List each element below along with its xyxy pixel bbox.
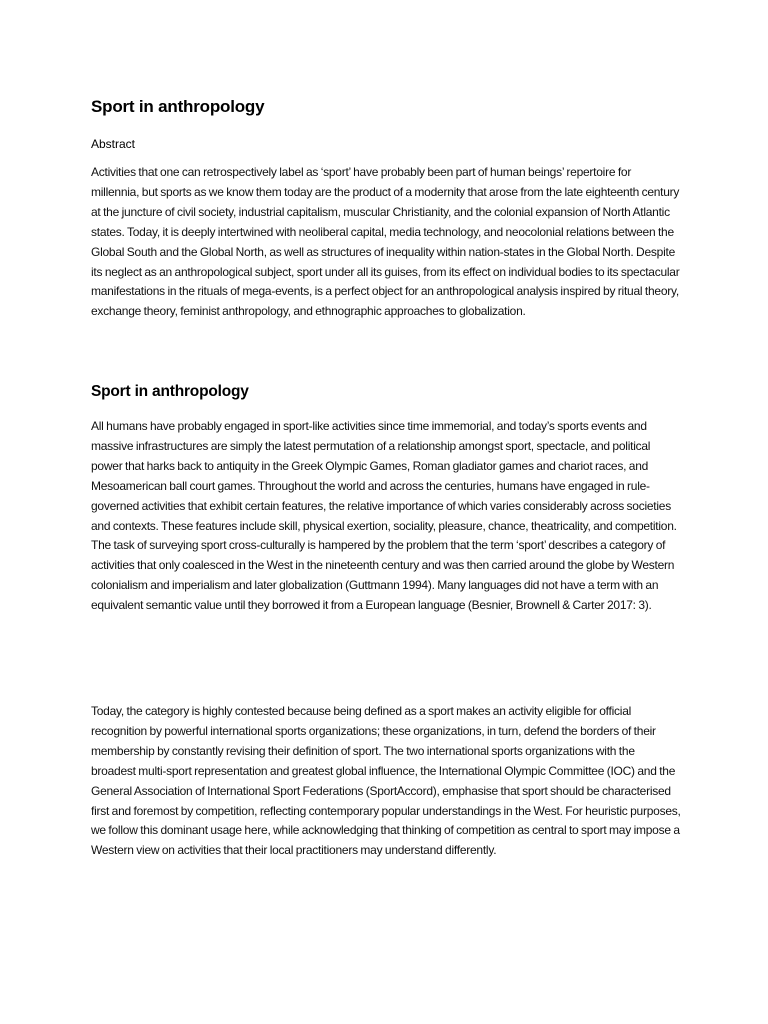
abstract-label: Abstract bbox=[91, 137, 136, 151]
body-paragraph: All humans have probably engaged in sport-like activities since time immemorial, and today’s sports events and massive infrastructures are simply the latest permutation of a relationship amongst sport, spectacle, and political power that harks back to antiquity in the Greek Olympic Games, Roman gladiator games and chariot races, and Mesoamerican ball court games. Throughout the world and across the centuries, humans have engaged in rule-governed activities that exhibit certain features, the relative importance of which varies considerably across societies and contexts. These features include skill, physical exertion, sociality, pleasure, chance, theatricality, and competition. The task of surveying sport cross-culturally is hampered by the problem that the term ‘sport’ describes a category of activities that only coalesced in the West in the nineteenth century and was then carried around the globe by Western colonialism and imperialism and later globalization (Guttmann 1994). Many languages did not have a term with an equivalent semantic value until they borrowed it from a European language (Besnier, Brownell & Carter 2017: 3). bbox=[91, 419, 677, 613]
abstract-paragraph: Activities that one can retrospectively label as ‘sport’ have probably been part of human beings’ repertoire for millennia, but sports as we know them today are the product of a modernity that arose from the late eighteenth century at the juncture of civil society, industrial capitalism, muscular Christianity, and the colonial expansion of North Atlantic states. Today, it is deeply intertwined with neoliberal capital, media technology, and neocolonial relations between the Global South and the Global North, as well as structures of inequality within nation-states in the Global North. Despite its neglect as an anthropological subject, sport under all its guises, from its effect on individual bodies to its spectacular manifestations in the rituals of mega-events, is a perfect object for an anthropological analysis inspired by ritual theory, exchange theory, feminist anthropology, and ethnographic approaches to globalization. bbox=[91, 165, 680, 319]
body-paragraph: Today, the category is highly contested because being defined as a sport makes an activity eligible for official recognition by powerful international sports organizations; these organizations, in turn, defend the borders of their membership by constantly revising their definition of sport. The two international sports organizations with the broadest multi-sport representation and greatest global influence, the International Olympic Committee (IOC) and the General Association of International Sport Federations (SportAccord), emphasise that sport should be characterised first and foremost by competition, reflecting contemporary popular understandings in the West. For heuristic purposes, we follow this dominant usage here, while acknowledging that thinking of competition as central to sport may impose a Western view on activities that their local practitioners may understand differently. bbox=[91, 704, 681, 858]
document-title: Sport in anthropology bbox=[91, 97, 265, 116]
section-heading: Sport in anthropology bbox=[91, 383, 249, 400]
